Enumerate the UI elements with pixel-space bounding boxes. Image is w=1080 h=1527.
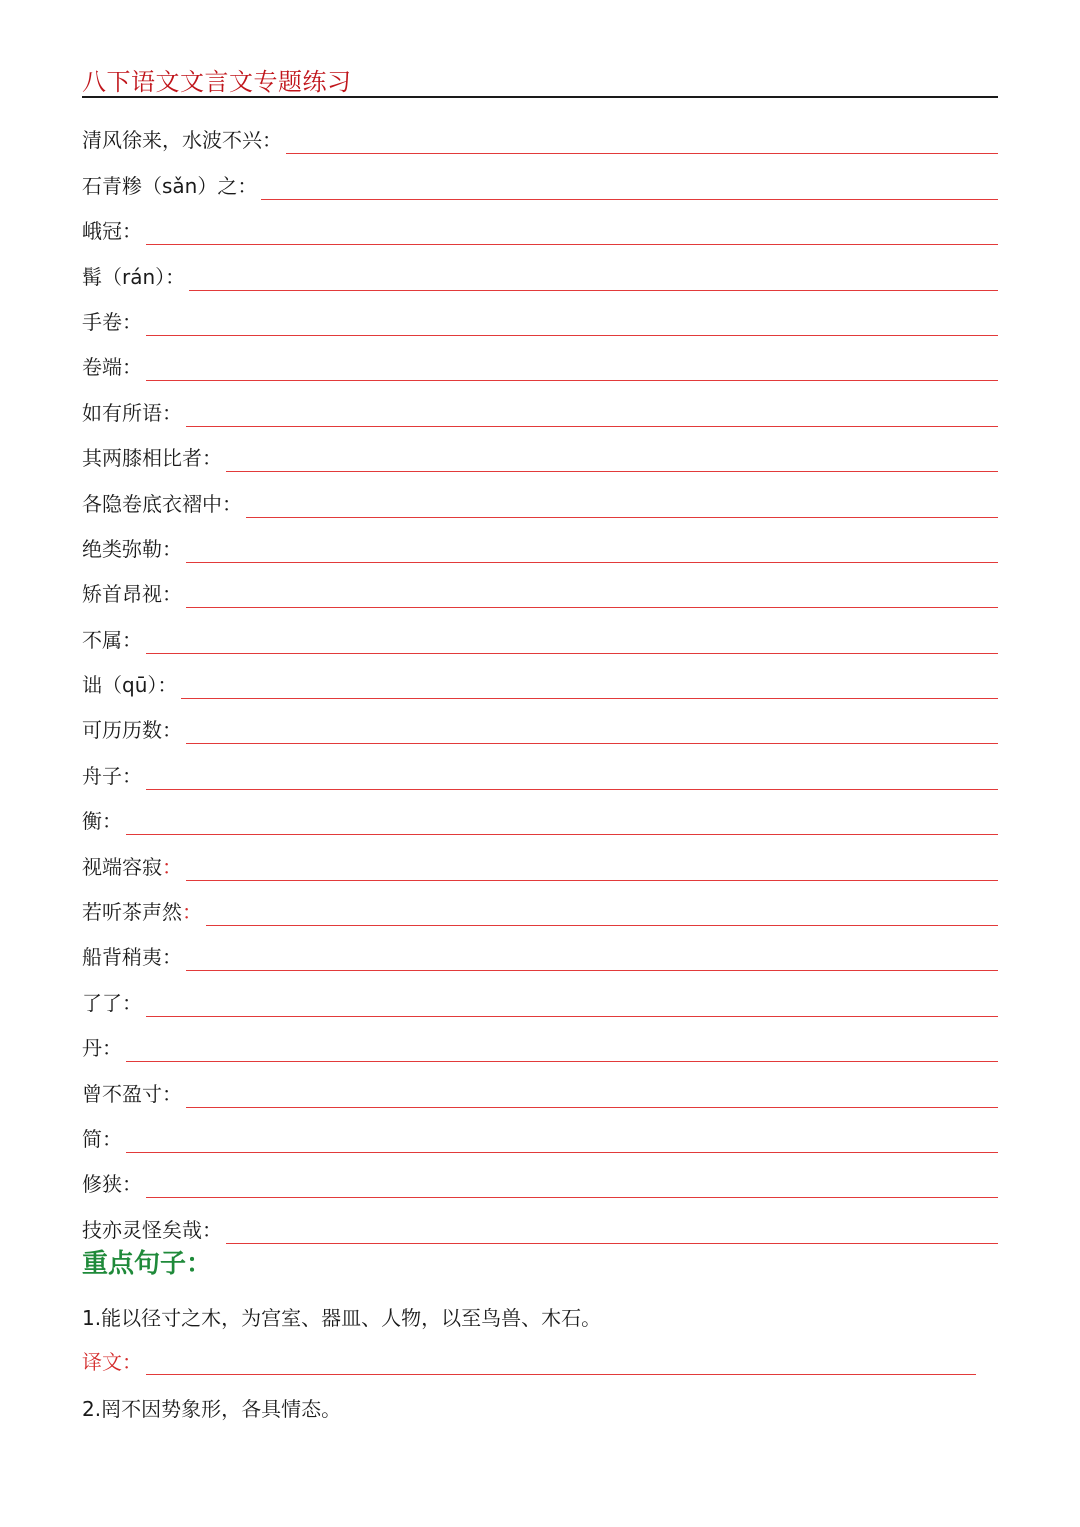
vocab-row	[82, 745, 998, 790]
key-sentence-2: 2.罔不因势象形，各具情态。	[82, 1397, 342, 1421]
vocab-term: 矫首昂视：	[82, 582, 182, 607]
vocab-row	[82, 428, 998, 473]
answer-line[interactable]	[146, 1196, 998, 1198]
vocab-term: 可历历数：	[82, 718, 182, 743]
vocab-term: 如有所语：	[82, 400, 182, 425]
vocab-row	[82, 473, 998, 518]
answer-line[interactable]	[186, 425, 998, 427]
vocab-row	[82, 110, 998, 155]
vocab-row	[82, 1109, 998, 1154]
answer-line[interactable]	[189, 289, 998, 291]
answer-line[interactable]	[181, 697, 998, 699]
header-title: 八下语文文言文专题练习	[82, 68, 352, 96]
answer-line[interactable]	[146, 243, 998, 245]
vocab-row	[82, 927, 998, 972]
answer-line[interactable]	[186, 561, 998, 563]
vocab-row	[82, 1199, 998, 1244]
vocab-term: 丹：	[82, 1036, 122, 1061]
vocab-row	[82, 564, 998, 609]
vocab-term: 船背稍夷：	[82, 945, 182, 970]
vocab-row	[82, 1154, 998, 1199]
vocab-list	[82, 110, 998, 1245]
vocab-row	[82, 609, 998, 654]
answer-line[interactable]	[126, 833, 998, 835]
vocab-row	[82, 836, 998, 881]
vocab-term: 卷端：	[82, 355, 142, 380]
section-title-key-sentences: 重点句子：	[82, 1249, 213, 1279]
vocab-term: 峨冠：	[82, 219, 142, 244]
translation-answer-line[interactable]	[146, 1374, 976, 1375]
vocab-row	[82, 337, 998, 382]
answer-line[interactable]	[286, 152, 998, 154]
vocab-term: 清风徐来，水波不兴：	[82, 128, 282, 153]
vocab-row	[82, 382, 998, 427]
answer-line[interactable]	[146, 334, 998, 336]
answer-line[interactable]	[186, 879, 998, 881]
vocab-term: 髯（rán）：	[82, 264, 186, 289]
vocab-term: 视端容寂：	[82, 854, 182, 879]
vocab-term: 手卷：	[82, 309, 142, 334]
vocab-term: 了了：	[82, 990, 142, 1015]
translation-row	[82, 1348, 976, 1376]
answer-line[interactable]	[261, 198, 998, 200]
vocab-row	[82, 292, 998, 337]
vocab-term: 修狭：	[82, 1172, 142, 1197]
key-sentence-1: 1.能以径寸之木，为宫室、器皿、人物，以至鸟兽、木石。	[82, 1306, 602, 1330]
vocab-row	[82, 791, 998, 836]
answer-line[interactable]	[226, 470, 998, 472]
answer-line[interactable]	[206, 924, 998, 926]
vocab-term: 简：	[82, 1126, 122, 1151]
translation-label: 译文：	[82, 1350, 142, 1374]
vocab-term: 衡：	[82, 809, 122, 834]
answer-line[interactable]	[126, 1060, 998, 1062]
vocab-row	[82, 1063, 998, 1108]
answer-line[interactable]	[186, 1106, 998, 1108]
vocab-row	[82, 972, 998, 1017]
vocab-term: 诎（qū）：	[82, 673, 178, 698]
vocab-term: 绝类弥勒：	[82, 536, 182, 561]
vocab-row	[82, 246, 998, 291]
answer-line[interactable]	[126, 1151, 998, 1153]
vocab-row	[82, 519, 998, 564]
vocab-row	[82, 155, 998, 200]
vocab-term: 舟子：	[82, 763, 142, 788]
vocab-term: 各隐卷底衣褶中：	[82, 491, 242, 516]
vocab-row	[82, 1018, 998, 1063]
answer-line[interactable]	[186, 606, 998, 608]
vocab-row	[82, 700, 998, 745]
vocab-row	[82, 655, 998, 700]
vocab-term: 曾不盈寸：	[82, 1081, 182, 1106]
answer-line[interactable]	[146, 379, 998, 381]
vocab-term: 若听茶声然：	[82, 900, 202, 925]
page-header	[82, 58, 998, 98]
answer-line[interactable]	[186, 742, 998, 744]
vocab-term: 石青糁（sǎn）之：	[82, 173, 258, 198]
answer-line[interactable]	[186, 969, 998, 971]
answer-line[interactable]	[146, 788, 998, 790]
answer-line[interactable]	[146, 1015, 998, 1017]
vocab-row	[82, 201, 998, 246]
vocab-row	[82, 882, 998, 927]
vocab-term: 不属：	[82, 627, 142, 652]
vocab-term: 其两膝相比者：	[82, 446, 222, 471]
vocab-term: 技亦灵怪矣哉：	[82, 1217, 222, 1242]
answer-line[interactable]	[146, 652, 998, 654]
answer-line[interactable]	[226, 1242, 998, 1244]
answer-line[interactable]	[246, 516, 998, 518]
